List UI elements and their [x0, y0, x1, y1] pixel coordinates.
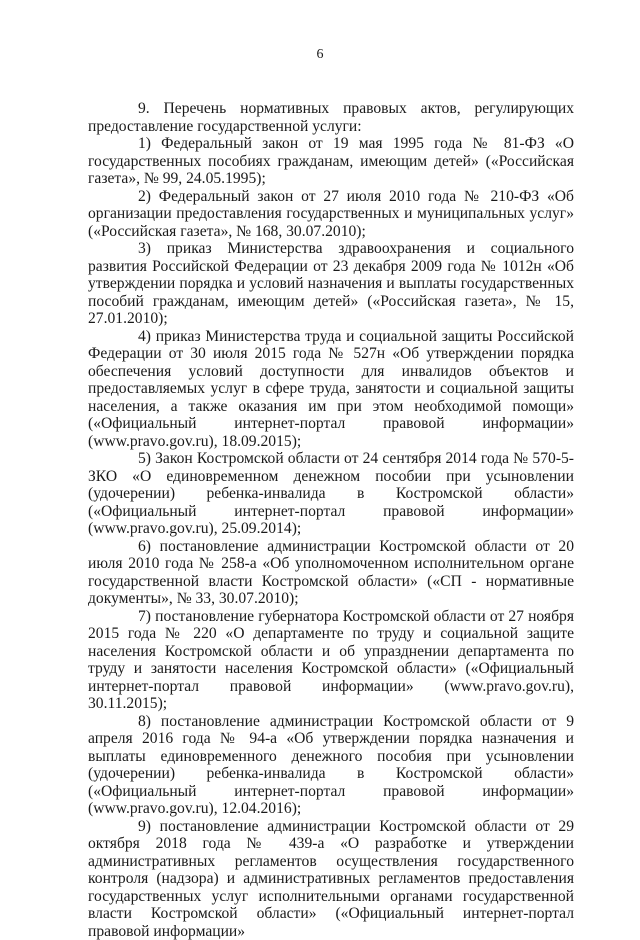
paragraph-item-4: 4) приказ Министерства труда и социальной защиты Российской Федерации от 30 июля 2015 года № 527н «Об утверждении порядка обеспечения условий доступности для инвалидов объектов и предоставляемых услуг в сфере труда, занятости и социальной защиты населения, а также оказания им при этом необходимой помощи» («Официальный интернет-портал правовой информации» (www.pravo.gov.ru), 18.09.2015);: [88, 328, 574, 451]
paragraph-item-9: 9) постановление администрации Костромской области от 29 октября 2018 года № 439-а «О разработке и утверждении административных регламентов осуществления государственного контроля (надзора) и административных регламентов предоставления государственных услуг исполнительными органами государственной власти Костромской области» («Официальный интернет-портал правовой информации»: [88, 818, 574, 940]
paragraph-item-8: 8) постановление администрации Костромской области от 9 апреля 2016 года № 94-а «Об утверждении порядка назначения и выплаты единовременного денежного пособия при усыновлении (удочерении) ребенка-инвалида в Костромской области» («Официальный интернет-портал правовой информации» (www.pravo.gov.ru), 12.04.2016);: [88, 713, 574, 818]
page-number: 6: [0, 47, 640, 63]
paragraph-item-3: 3) приказ Министерства здравоохранения и социального развития Российской Федерации от 23 декабря 2009 года № 1012н «Об утверждении порядка и условий назначения и выплаты государственных пособий гражданам, имеющим детей» («Российская газета», № 15, 27.01.2010);: [88, 240, 574, 328]
paragraph-item-2: 2) Федеральный закон от 27 июля 2010 года № 210-ФЗ «Об организации предоставления государственных и муниципальных услуг» («Российская газета», № 168, 30.07.2010);: [88, 188, 574, 241]
paragraph-item-1: 1) Федеральный закон от 19 мая 1995 года № 81-ФЗ «О государственных пособиях гражданам, имеющим детей» («Российская газета», № 99, 24.05.1995);: [88, 135, 574, 188]
paragraph-item-5: 5) Закон Костромской области от 24 сентября 2014 года № 570-5-ЗКО «О единовременном денежном пособии при усыновлении (удочерении) ребенка-инвалида в Костромской области» («Официальный интернет-портал правовой информации» (www.pravo.gov.ru), 25.09.2014);: [88, 450, 574, 538]
document-body: [88, 100, 574, 940]
paragraph-intro: 9. Перечень нормативных правовых актов, регулирующих предоставление государственной услуги:: [88, 100, 574, 135]
paragraph-item-6: 6) постановление администрации Костромской области от 20 июля 2010 года № 258-а «Об уполномоченном исполнительном органе государственной власти Костромской области» («СП - нормативные документы», № 33, 30.07.2010);: [88, 538, 574, 608]
paragraph-item-7: 7) постановление губернатора Костромской области от 27 ноября 2015 года № 220 «О департаменте по труду и социальной защите населения Костромской области и об упразднении департамента по труду и занятости населения Костромской области» («Официальный интернет-портал правовой информации» (www.pravo.gov.ru), 30.11.2015);: [88, 608, 574, 713]
